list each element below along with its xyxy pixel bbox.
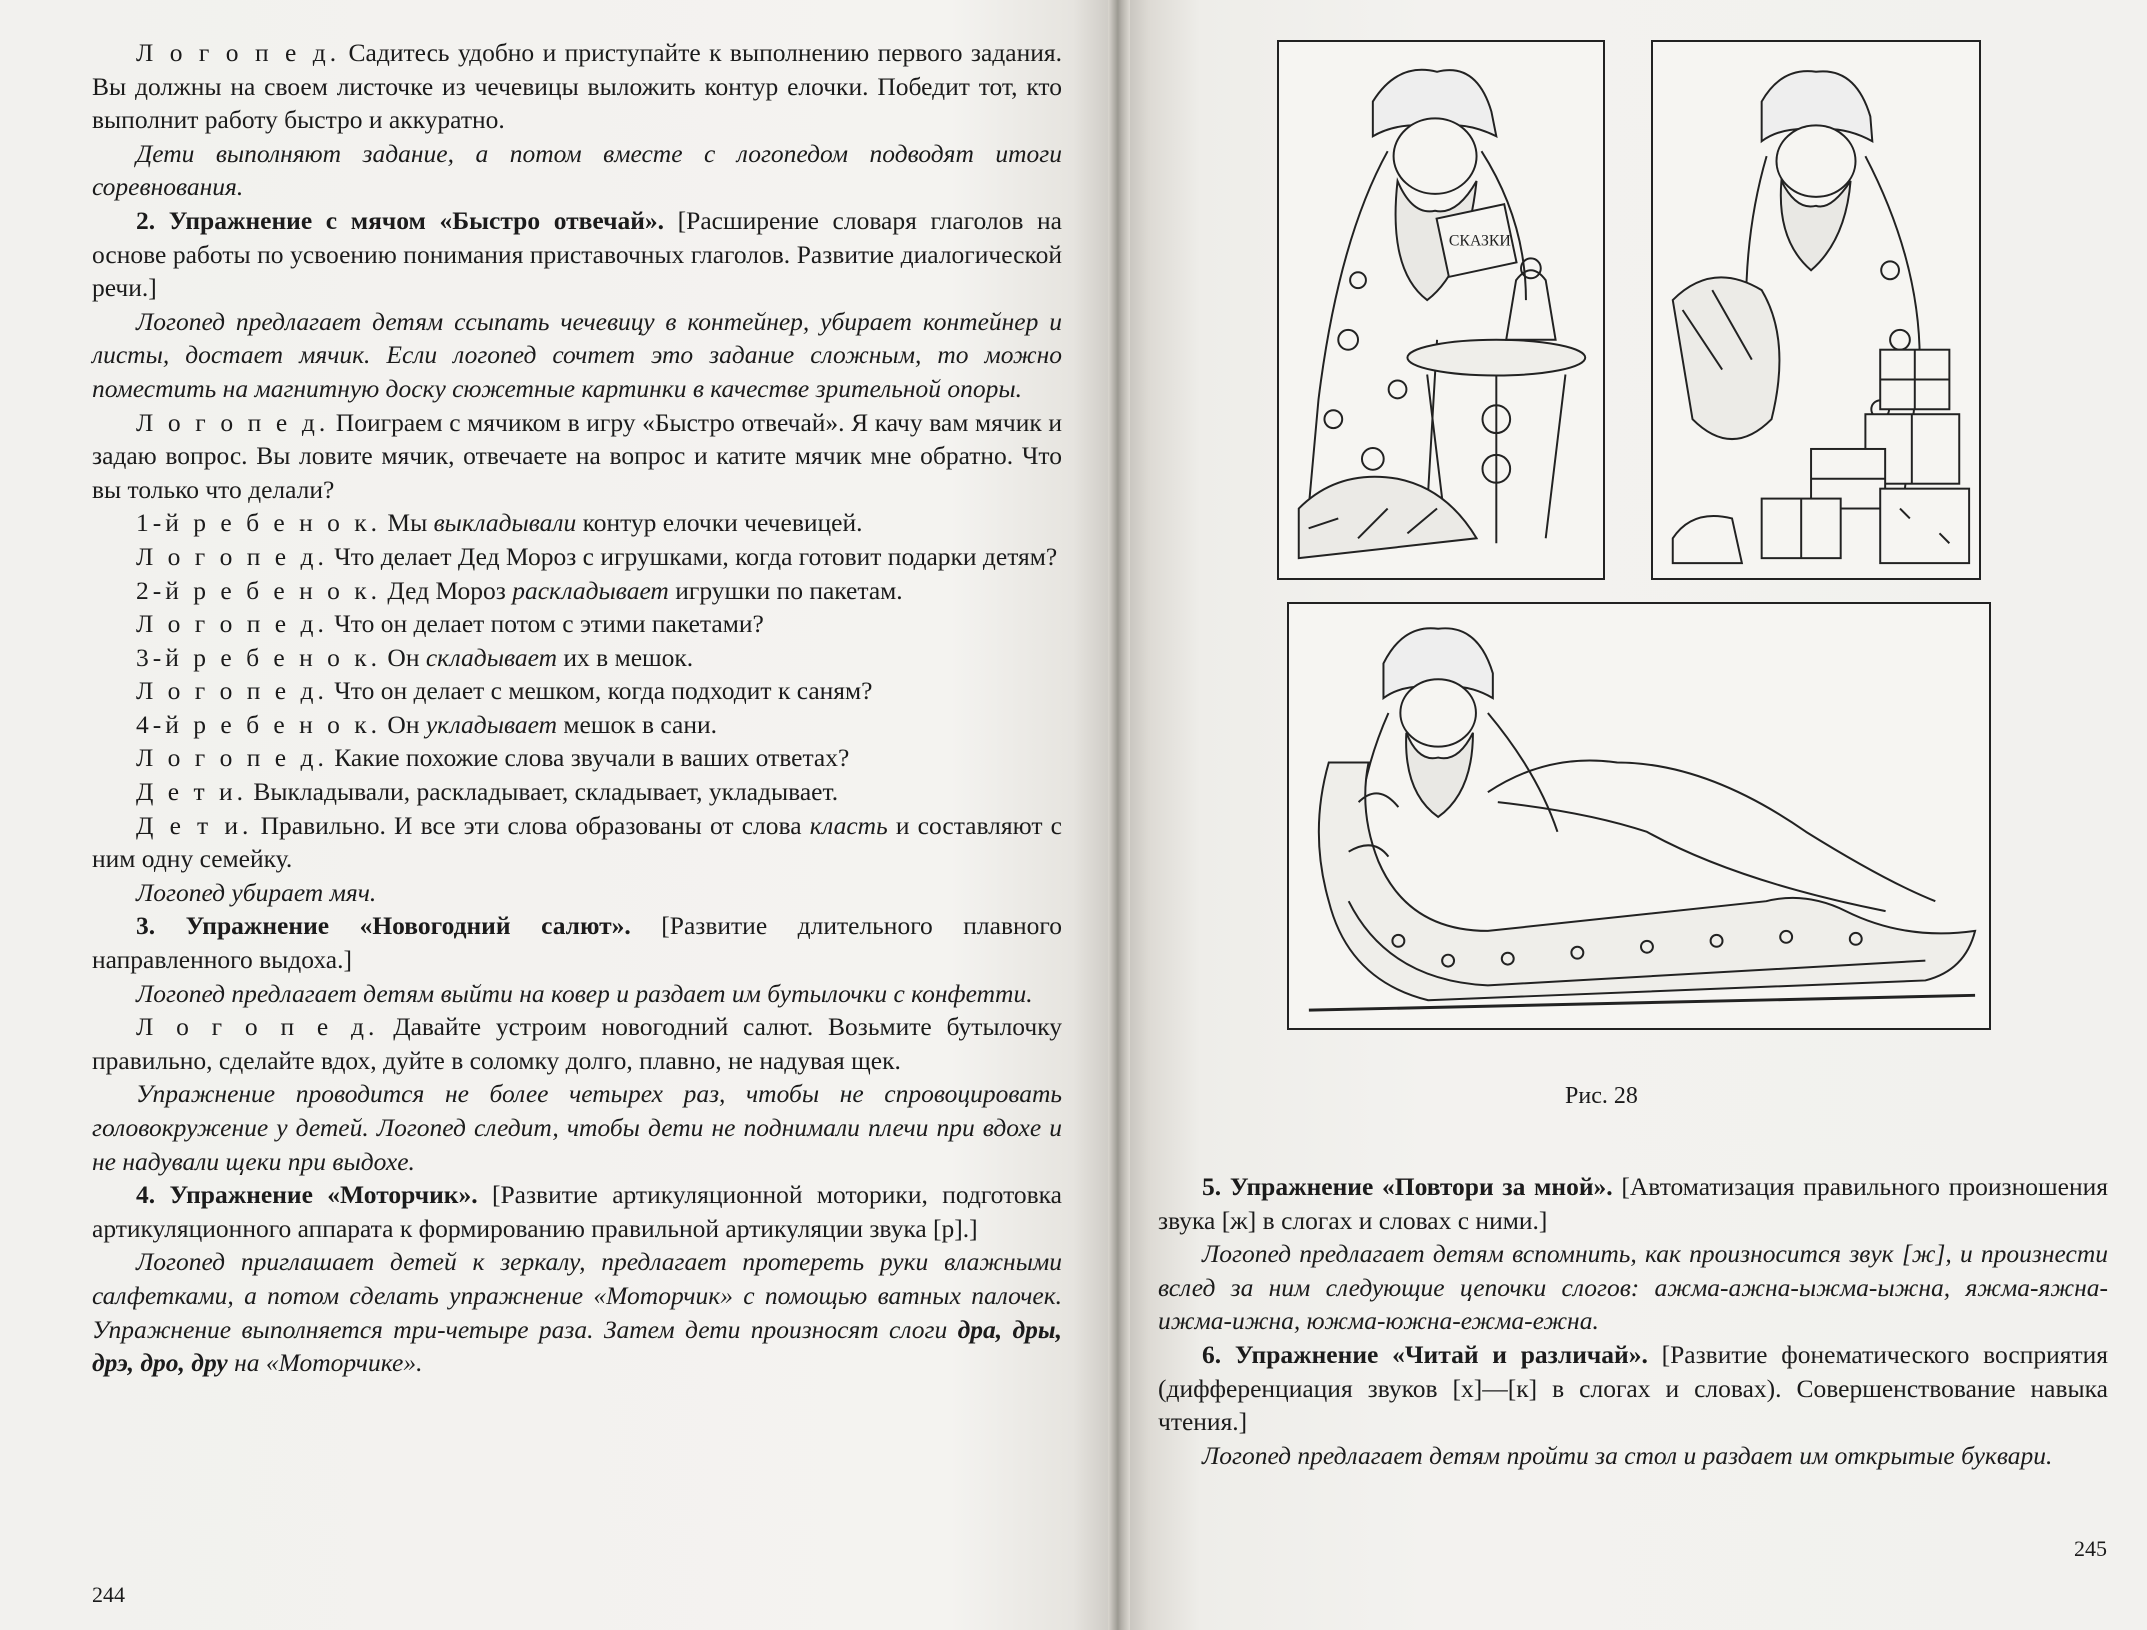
left-page-number: 244 bbox=[92, 1582, 125, 1607]
text-run: 3. Упражнение «Новогодний салют». bbox=[136, 911, 631, 941]
paragraph bbox=[92, 305, 1062, 406]
text-run: [Автоматизация правильного произношения звука [ж] в слогах и словах с ними.] bbox=[1158, 1172, 2108, 1235]
text-run: Что делает Дед Мороз с игрушками, когда готовит подарки детям? bbox=[327, 541, 1058, 571]
text-run: 5. Упражнение «Повтори за мной». bbox=[1202, 1172, 1613, 1201]
text-run: Упражнение проводится не более четырех раз, чтобы не спровоцировать головокружение у детей. Логопед следит, чтобы дети не поднимали плечи при вдохе и не надували щеки при выдохе. bbox=[92, 1079, 1062, 1176]
paragraph bbox=[1158, 1338, 2108, 1439]
text-run: Что он делает потом с этими пакетами? bbox=[327, 609, 764, 639]
paragraph bbox=[92, 674, 1062, 708]
text-run: Л о г о п е д. bbox=[136, 743, 328, 773]
paragraph bbox=[92, 506, 1062, 540]
text-run: выкладывали bbox=[433, 508, 577, 538]
text-run: Он bbox=[381, 709, 426, 739]
text-run: класть bbox=[809, 810, 888, 840]
text-run: Он bbox=[381, 642, 426, 672]
paragraph bbox=[92, 204, 1062, 305]
book-gutter bbox=[1108, 0, 1130, 1630]
text-run: Логопед предлагает детям выйти на ковер и раздает им бутылочки с конфетти. bbox=[136, 978, 1033, 1008]
paragraph bbox=[92, 1245, 1062, 1379]
text-run: Л о г о п е д. bbox=[136, 1012, 379, 1042]
text-run: 4-й р е б е н о к. bbox=[136, 709, 382, 739]
illustration-ded-moroz-sleigh bbox=[1287, 602, 1991, 1030]
paragraph bbox=[92, 641, 1062, 675]
text-run: 4. Упражнение «Моторчик». bbox=[136, 1180, 478, 1210]
text-run: [Развитие артикуляционной моторики, подготовка артикуляционного аппарата к формированию правильной артикуляции звука [р].] bbox=[92, 1180, 1062, 1243]
text-run: раскладывает bbox=[512, 575, 669, 605]
paragraph bbox=[92, 977, 1062, 1011]
paragraph bbox=[92, 1178, 1062, 1245]
text-run: игрушки по пакетам. bbox=[668, 575, 903, 605]
text-run: Л о г о п е д. bbox=[136, 676, 328, 706]
paragraph bbox=[92, 574, 1062, 608]
text-run: Логопед предлагает детям ссыпать чечевицу в контейнер, убирает контейнер и листы, достает мячик. Если логопед сочтет это задание сложным, то можно поместить на магнитную доску сюжетные картинки в качестве зрительной опоры. bbox=[92, 306, 1062, 403]
paragraph bbox=[1158, 1439, 2108, 1473]
text-run: Л о г о п е д. bbox=[136, 407, 330, 437]
text-run: 2. Упражнение с мячом «Быстро отвечай». bbox=[136, 205, 665, 235]
text-run: укладывает bbox=[425, 709, 558, 739]
illustration-ded-moroz-gifts bbox=[1651, 40, 1981, 580]
text-run: 3-й р е б е н о к. bbox=[136, 642, 382, 672]
text-run: Логопед убирает мяч. bbox=[136, 877, 377, 907]
text-run: Давайте устроим новогодний салют. Возьмите бутылочку правильно, сделайте вдох, дуйте в соломку долго, плавно, не надувая щек. bbox=[92, 1012, 1062, 1075]
text-run: Поиграем с мячиком в игру «Быстро отвечай». Я качу вам мячик и задаю вопрос. Вы ловите мячик, отвечаете на вопрос и катите мячик мне обратно. Что вы только что делали? bbox=[92, 407, 1062, 504]
text-run: 6. Упражнение «Читай и различай». bbox=[1202, 1339, 1648, 1369]
text-run: Д е т и. bbox=[136, 777, 248, 807]
right-page-text bbox=[1158, 1170, 2108, 1472]
text-run: Логопед предлагает детям вспомнить, как произносится звук [ж], и произнести вслед за ним следующие цепочки слогов: ажма-ажна-ыжма-ыжна, яжма-яжна-ижма-ижна, южма-южна-ежма-ежна. bbox=[1158, 1239, 2108, 1336]
text-run: на «Моторчике». bbox=[227, 1348, 423, 1378]
text-run: Л о г о п е д. bbox=[136, 609, 328, 639]
text-run: [Расширение словаря глаголов на основе работы по усвоению понимания приставочных глаголов. Развитие диалогической речи.] bbox=[92, 205, 1062, 303]
paragraph bbox=[92, 809, 1062, 876]
paragraph bbox=[92, 406, 1062, 507]
text-run: их в мешок. bbox=[557, 642, 694, 672]
text-run: Мы bbox=[381, 508, 434, 538]
text-run: [Развитие фонематического восприятия (дифференциация звуков [х]—[к] в слогах и словах). Совершенствование навыка чтения.] bbox=[1158, 1339, 2108, 1437]
paragraph bbox=[92, 909, 1062, 976]
paragraph bbox=[92, 741, 1062, 775]
text-run: Правильно. И все эти слова образованы от слова bbox=[252, 810, 810, 840]
text-run: Л о г о п е д. bbox=[136, 541, 328, 571]
text-run: Логопед приглашает детей к зеркалу, предлагает протереть руки влажными салфетками, а потом сделать упражнение «Моторчик» с помощью ватных палочек. Упражнение выполняется три-четыре раза. Затем дети произносят слоги bbox=[92, 1247, 1062, 1344]
paragraph bbox=[92, 607, 1062, 641]
text-run: и составляют с ним одну семейку. bbox=[92, 810, 1062, 874]
text-run: Л о г о п е д. bbox=[136, 38, 341, 67]
paragraph bbox=[92, 137, 1062, 204]
text-run: складывает bbox=[425, 642, 558, 672]
text-run: Дед Мороз bbox=[381, 575, 513, 605]
text-run: Логопед предлагает детям пройти за стол и раздает им открытые буквари. bbox=[1202, 1440, 2053, 1470]
paragraph bbox=[1158, 1170, 2108, 1237]
text-run: Д е т и. bbox=[136, 810, 253, 840]
text-run: Дети выполняют задание, а потом вместе с логопедом подводят итоги соревнования. bbox=[92, 138, 1062, 202]
text-run: Какие похожие слова звучали в ваших ответах? bbox=[327, 743, 850, 773]
left-page-text bbox=[92, 36, 1062, 1380]
text-run: мешок в сани. bbox=[557, 709, 718, 739]
text-run: 1-й р е б е н о к. bbox=[136, 508, 382, 538]
right-page-number: 245 bbox=[2074, 1536, 2107, 1561]
paragraph bbox=[92, 36, 1062, 137]
paragraph bbox=[1158, 1237, 2108, 1338]
paragraph bbox=[92, 775, 1062, 809]
paragraph bbox=[92, 1077, 1062, 1178]
text-run: 2-й р е б е н о к. bbox=[136, 575, 382, 605]
figure-caption: Рис. 28 bbox=[1565, 1083, 1638, 1109]
paragraph bbox=[92, 540, 1062, 574]
text-run: Что он делает с мешком, когда подходит к саням? bbox=[327, 676, 873, 706]
text-run: дра, дры, дрэ, дро, дру bbox=[92, 1314, 1062, 1378]
text-run: [Развитие длительного плавного направленного выдоха.] bbox=[92, 911, 1062, 975]
text-run: Садитесь удобно и приступайте к выполнению первого задания. Вы должны на своем листочке из чечевицы выложить контур елочки. Победит тот, кто выполнит работу быстро и аккуратно. bbox=[92, 38, 1062, 135]
paragraph bbox=[92, 876, 1062, 910]
text-run: контур елочки чечевицей. bbox=[576, 508, 863, 538]
paragraph bbox=[92, 708, 1062, 742]
text-run: Выкладывали, раскладывает, складывает, укладывает. bbox=[247, 777, 839, 807]
illustration-ded-moroz-table bbox=[1277, 40, 1605, 580]
paragraph bbox=[92, 1010, 1062, 1077]
svg-text:СКАЗКИ: СКАЗКИ bbox=[1448, 232, 1511, 250]
